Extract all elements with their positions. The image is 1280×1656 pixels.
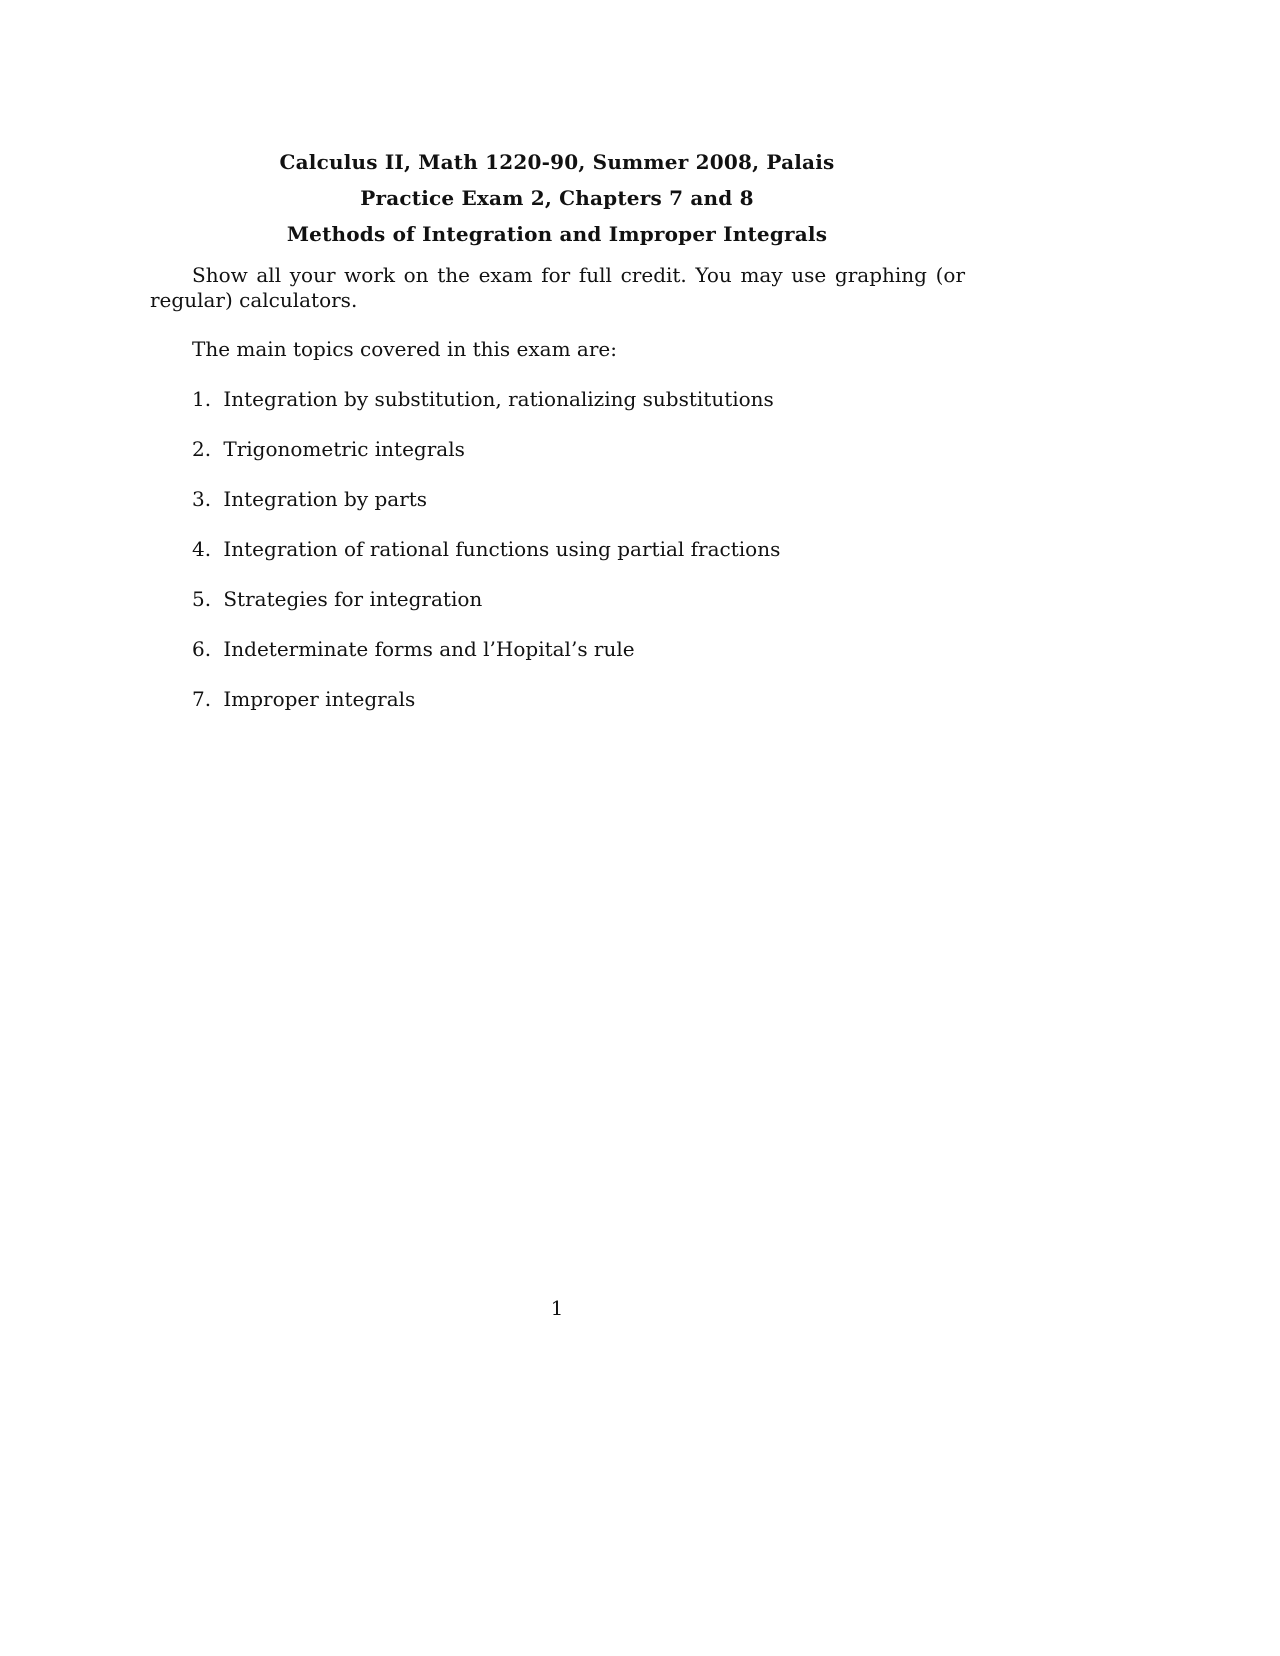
instructions-paragraph	[150, 263, 965, 313]
page-number: 1	[550, 1296, 564, 1320]
topic-item	[192, 387, 780, 437]
topic-item	[192, 637, 780, 687]
topic-text: Strategies for integration	[223, 587, 483, 611]
topic-number: 4.	[192, 537, 212, 561]
topic-text: Indeterminate forms and l’Hopital’s rule	[223, 637, 635, 661]
topic-item	[192, 537, 780, 587]
topic-number: 3.	[192, 487, 212, 511]
topics-intro: The main topics covered in this exam are:	[192, 337, 617, 361]
topic-item	[192, 687, 780, 737]
topic-item	[192, 587, 780, 637]
topic-text: Improper integrals	[223, 687, 416, 711]
topic-item	[192, 487, 780, 537]
title-line-exam: Practice Exam 2, Chapters 7 and 8	[360, 186, 754, 210]
topic-text: Trigonometric integrals	[223, 437, 465, 461]
title-line-course: Calculus II, Math 1220-90, Summer 2008, Palais	[279, 150, 835, 174]
instructions-text: Show all your work on the exam for full credit. You may use graphing (or regular) calculators.	[150, 263, 965, 312]
topic-text: Integration of rational functions using partial fractions	[223, 537, 781, 561]
topic-text: Integration by parts	[223, 487, 428, 511]
title-line-subject: Methods of Integration and Improper Integrals	[286, 222, 828, 246]
topic-number: 2.	[192, 437, 212, 461]
topic-number: 5.	[192, 587, 212, 611]
topic-item	[192, 437, 780, 487]
topic-number: 6.	[192, 637, 212, 661]
topic-number: 7.	[192, 687, 212, 711]
topics-list	[192, 387, 780, 737]
topic-number: 1.	[192, 387, 212, 411]
topic-text: Integration by substitution, rationalizing substitutions	[223, 387, 774, 411]
